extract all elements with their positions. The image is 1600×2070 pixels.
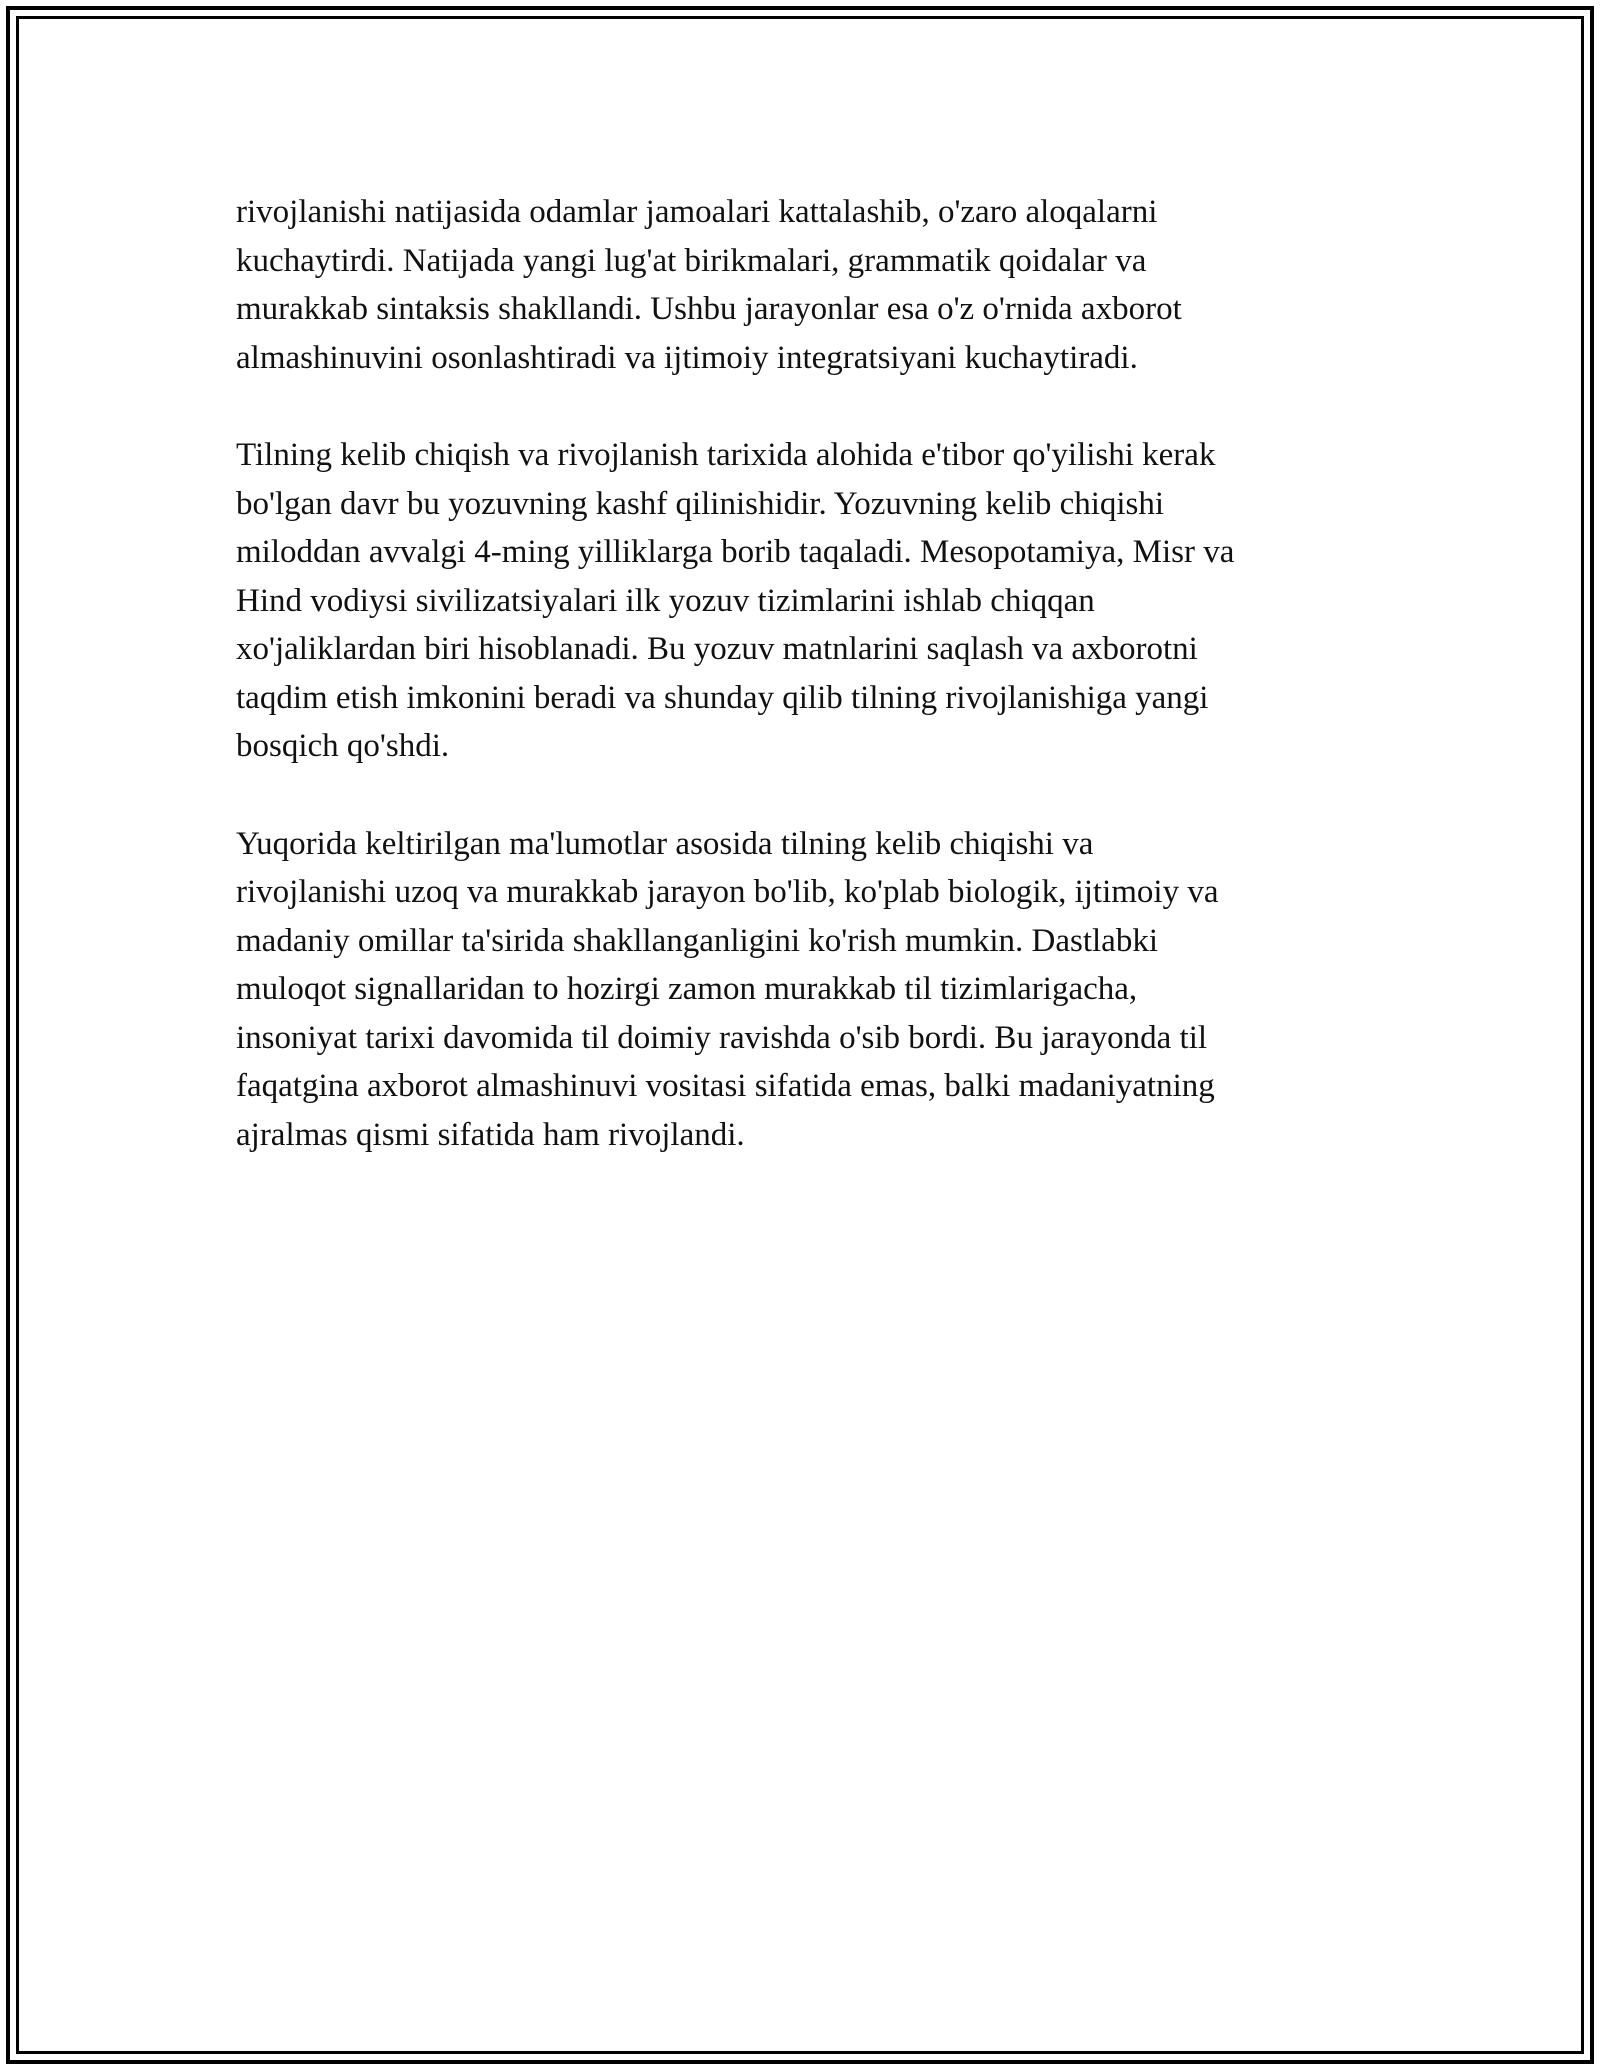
- text-line: Tilning kelib chiqish va rivojlanish tarixida alohida e'tibor qo'yilishi kerak: [236, 437, 1216, 473]
- text-line: muloqot signallaridan to hozirgi zamon murakkab til tizimlarigacha,: [236, 971, 1138, 1007]
- paragraph-1: [236, 188, 1364, 382]
- text-line: almashinuvini osonlashtiradi va ijtimoiy integratsiyani kuchaytiradi.: [236, 339, 1138, 376]
- text-line: xo'jaliklardan biri hisoblanadi. Bu yozuv matnlarini saqlash va axborotni: [236, 631, 1198, 667]
- text-line: rivojlanishi natijasida odamlar jamoalari kattalashib, o'zaro aloqalarni: [236, 194, 1158, 230]
- text-line: ajralmas qismi sifatida ham rivojlandi.: [236, 1116, 745, 1153]
- text-line: taqdim etish imkonini beradi va shunday qilib tilning rivojlanishiga yangi: [236, 679, 1209, 716]
- text-line: rivojlanishi uzoq va murakkab jarayon bo'lib, ko'plab biologik, ijtimoiy va: [236, 874, 1219, 910]
- text-line: faqatgina axborot almashinuvi vositasi sifatida emas, balki madaniyatning: [236, 1068, 1215, 1104]
- paragraph-2: [236, 431, 1364, 771]
- text-line: miloddan avvalgi 4-ming yilliklarga borib taqaladi. Mesopotamiya, Misr va: [236, 534, 1235, 570]
- text-line: kuchaytirdi. Natijada yangi lug'at birikmalari, grammatik qoidalar va: [236, 242, 1147, 279]
- text-line: Yuqorida keltirilgan ma'lumotlar asosida tilning kelib chiqishi va: [236, 825, 1094, 862]
- text-line: Hind vodiysi sivilizatsiyalari ilk yozuv tizimlarini ishlab chiqqan: [236, 582, 1095, 619]
- text-line: murakkab sintaksis shakllandi. Ushbu jarayonlar esa o'z o'rnida axborot: [236, 291, 1182, 327]
- text-line: bo'lgan davr bu yozuvning kashf qilinishidir. Yozuvning kelib chiqishi: [236, 485, 1165, 522]
- text-line: bosqich qo'shdi.: [236, 728, 450, 764]
- document-body: [236, 188, 1364, 1208]
- text-line: madaniy omillar ta'sirida shakllanganligini ko'rish mumkin. Dastlabki: [236, 922, 1158, 959]
- text-line: insoniyat tarixi davomida til doimiy ravishda o'sib bordi. Bu jarayonda til: [236, 1019, 1208, 1056]
- paragraph-3: [236, 820, 1364, 1160]
